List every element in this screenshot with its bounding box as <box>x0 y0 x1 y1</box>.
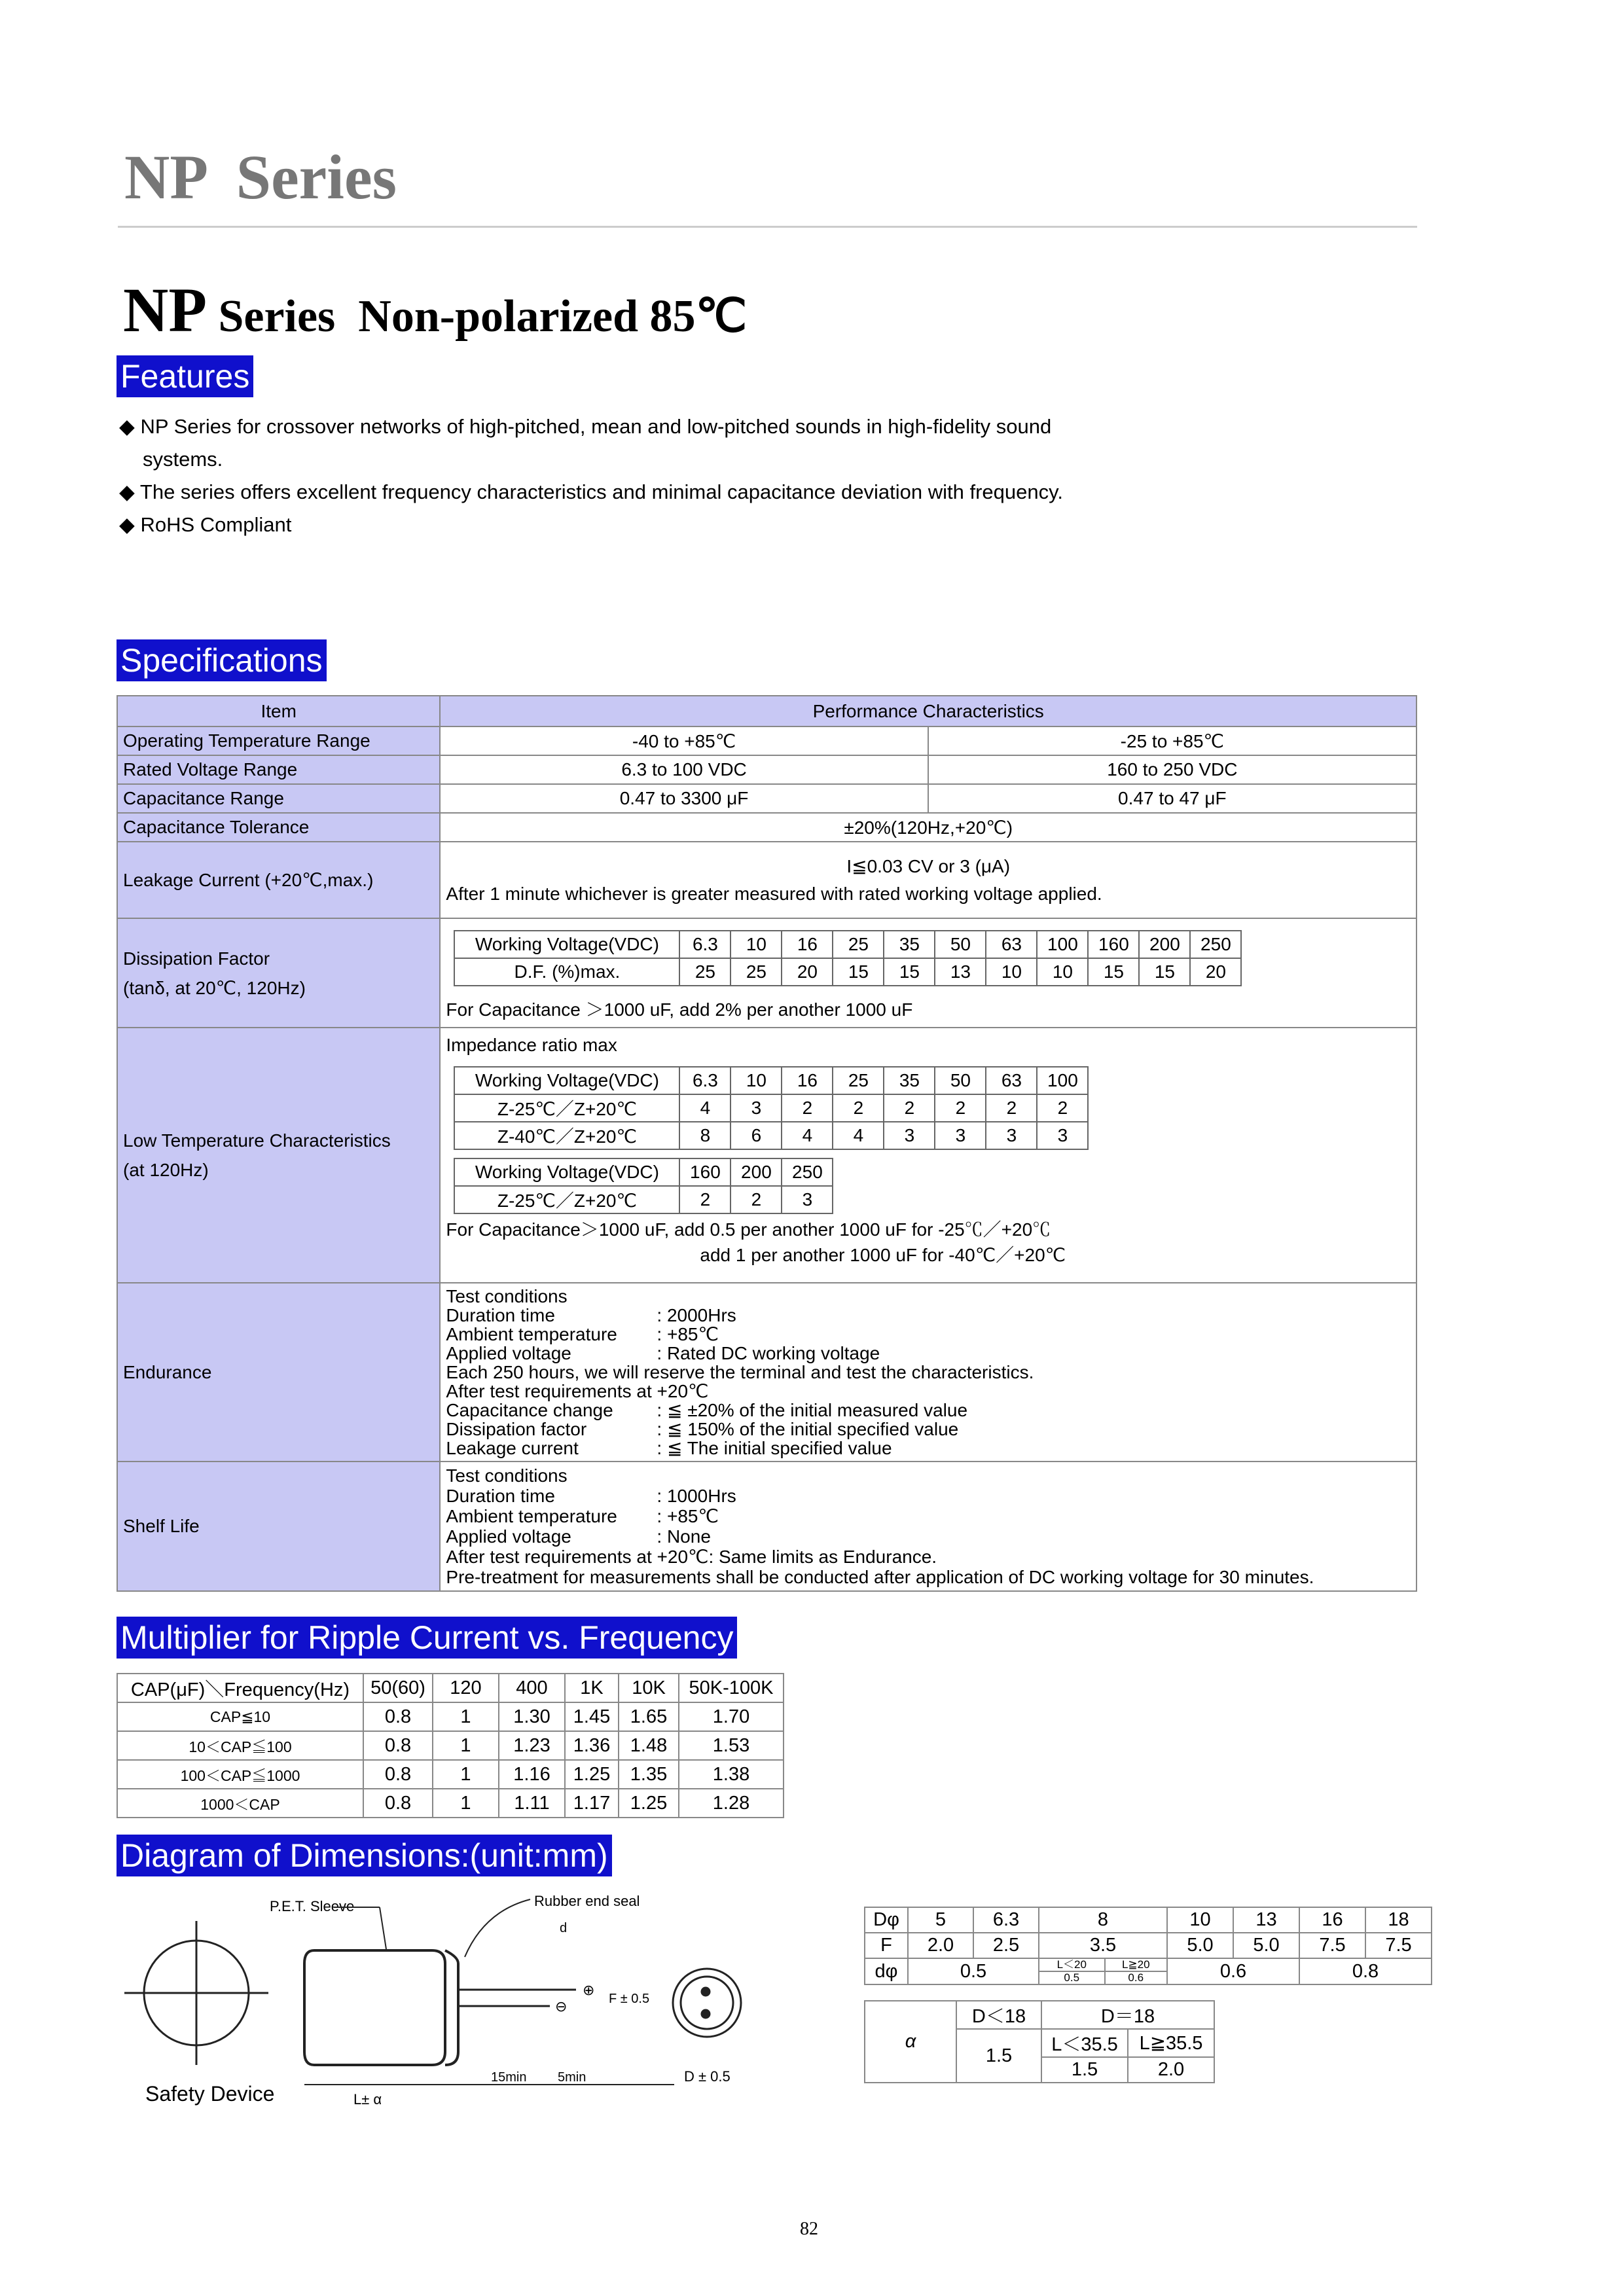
dims-d8-a: 0.5 <box>1039 1971 1105 1984</box>
df-val: 20 <box>782 958 833 986</box>
lowtemp-note-2: add 1 per another 1000 uF for -40℃／+20℃ <box>700 1245 1066 1265</box>
dims-F: 2.0 <box>908 1933 973 1958</box>
lt2-v: 250 <box>782 1158 833 1186</box>
df-val: 15 <box>1088 958 1139 986</box>
end-dissip-k: Dissipation factor <box>446 1419 587 1439</box>
ripple-cap: 10＜CAP≦100 <box>117 1731 363 1760</box>
lt-z25: 2 <box>884 1094 935 1122</box>
end-duration-k: Duration time <box>446 1305 555 1325</box>
title-rest: Series Non-polarized 85℃ <box>206 291 748 342</box>
pet-sleeve-pointer <box>380 1907 386 1949</box>
dims-F: 2.5 <box>973 1933 1039 1958</box>
lt2-z25-head: Z-25℃／Z+20℃ <box>454 1186 679 1213</box>
endurance-label: Endurance <box>117 1283 440 1462</box>
rated-v-label: Rated Voltage Range <box>117 755 440 784</box>
ripple-val: 1.65 <box>619 1702 679 1731</box>
dims-F: 7.5 <box>1299 1933 1365 1958</box>
dims-F: 5.0 <box>1167 1933 1233 1958</box>
lt-z25-head: Z-25℃／Z+20℃ <box>454 1094 679 1122</box>
end-ambient-k: Ambient temperature <box>446 1324 617 1344</box>
df-val: 15 <box>833 958 884 986</box>
leakage-value <box>440 842 1416 918</box>
lt2-v: 160 <box>679 1158 731 1186</box>
title-np: NP <box>123 275 207 345</box>
lt-z40: 3 <box>1037 1122 1088 1149</box>
feature-line-2 <box>119 476 1063 509</box>
lt-z40: 6 <box>731 1122 782 1149</box>
shelf-applied <box>446 1526 1411 1547</box>
dims-F: 7.5 <box>1365 1933 1432 1958</box>
df-val: 25 <box>731 958 782 986</box>
endurance-cell <box>440 1283 1416 1462</box>
df-v: 250 <box>1190 931 1241 958</box>
end-view-icon <box>673 1969 741 2037</box>
df-v: 160 <box>1088 931 1139 958</box>
lt-v: 6.3 <box>679 1067 731 1094</box>
lt-z40: 4 <box>782 1122 833 1149</box>
op-temp-label: Operating Temperature Range <box>117 726 440 755</box>
ripple-val: 1.28 <box>679 1789 784 1818</box>
end-after: After test requirements at +20℃ <box>446 1381 709 1401</box>
df-val: 20 <box>1190 958 1241 986</box>
df-val: 10 <box>986 958 1037 986</box>
feature-text: RoHS Compliant <box>140 513 292 536</box>
lt-z40: 4 <box>833 1122 884 1149</box>
end-capchg <box>446 1401 1411 1420</box>
lt-z40-head: Z-40℃／Z+20℃ <box>454 1122 679 1149</box>
safety-device-label: Safety Device <box>145 2082 275 2106</box>
ripple-val: 1.35 <box>619 1760 679 1789</box>
df-label-2: (tanδ, at 20℃, 120Hz) <box>123 977 306 998</box>
ripple-val: 1 <box>433 1702 499 1731</box>
end-applied <box>446 1344 1411 1363</box>
dims-D: 8 <box>1039 1907 1167 1933</box>
end-ambient <box>446 1325 1411 1344</box>
rated-v-a: 6.3 to 100 VDC <box>440 755 928 784</box>
df-v: 200 <box>1139 931 1190 958</box>
ripple-cap: 1000＜CAP <box>117 1789 363 1818</box>
ripple-freq: 120 <box>433 1674 499 1702</box>
ripple-heading: Multiplier for Ripple Current vs. Frequency <box>117 1617 737 1659</box>
ripple-freq: 10K <box>619 1674 679 1702</box>
lowtemp-label-1: Low Temperature Characteristics <box>123 1130 391 1151</box>
shelf-pre: Pre-treatment for measurements shall be conducted after application of DC working voltage for 30 minutes. <box>446 1567 1314 1587</box>
ripple-freq: 50K-100K <box>679 1674 784 1702</box>
lt-wv-head: Working Voltage(VDC) <box>454 1067 679 1094</box>
ripple-val: 1.25 <box>565 1760 619 1789</box>
rubber-seal-leader <box>465 1899 530 1957</box>
lt-z25: 2 <box>986 1094 1037 1122</box>
lt-z40: 3 <box>986 1122 1037 1149</box>
lt-v: 35 <box>884 1067 935 1094</box>
alpha-v1: 1.5 <box>1041 2057 1128 2083</box>
feature-text: The series offers excellent frequency characteristics and minimal capacitance deviation with frequency. <box>139 480 1063 503</box>
lt-z25: 2 <box>1037 1094 1088 1122</box>
rubber-seal-label: Rubber end seal <box>534 1893 640 1909</box>
alpha-lt18-value: 1.5 <box>956 2029 1041 2083</box>
alpha-lt18: D＜18 <box>956 2001 1041 2029</box>
end-capchg-k: Capacitance change <box>446 1400 613 1420</box>
ripple-val: 1.25 <box>619 1789 679 1818</box>
feature-text: NP Series for crossover networks of high-pitched, mean and low-pitched sounds in high-fidelity sound <box>140 415 1052 438</box>
lowtemp-table-1 <box>454 1066 1089 1150</box>
df-v: 16 <box>782 931 833 958</box>
dims-D: 5 <box>908 1907 973 1933</box>
lowtemp-intro: Impedance ratio max <box>446 1035 617 1055</box>
df-cell <box>440 918 1416 1028</box>
df-val: 13 <box>935 958 986 986</box>
df-label <box>117 918 440 1028</box>
shelf-duration <box>446 1486 1411 1506</box>
dims-d-5-63: 0.5 <box>908 1958 1039 1984</box>
df-v: 100 <box>1037 931 1088 958</box>
lt-v: 25 <box>833 1067 884 1094</box>
end-leak-k: Leakage current <box>446 1438 579 1458</box>
series-header: NP Series <box>124 142 397 212</box>
dims-F: 5.0 <box>1233 1933 1299 1958</box>
dimensions-heading: Diagram of Dimensions:(unit:mm) <box>117 1835 612 1876</box>
shelf-duration-v: : 1000Hrs <box>657 1486 736 1506</box>
page-number: 82 <box>800 2219 818 2239</box>
dims-f-head: F <box>865 1933 908 1958</box>
df-v: 25 <box>833 931 884 958</box>
lt-v: 63 <box>986 1067 1037 1094</box>
lead-d-label: d <box>560 1921 568 1935</box>
df-val: 15 <box>1139 958 1190 986</box>
dims-D: 10 <box>1167 1907 1233 1933</box>
pet-sleeve-label: P.E.T. Sleeve <box>270 1898 355 1914</box>
bullet-icon: ◆ <box>119 415 135 438</box>
dims-dphi-head: Dφ <box>865 1907 908 1933</box>
lt2-z25: 3 <box>782 1186 833 1213</box>
cap-range-b: 0.47 to 47 μF <box>928 784 1416 813</box>
dims-D: 18 <box>1365 1907 1432 1933</box>
feature-line-3 <box>119 509 291 541</box>
f-label: F ± 0.5 <box>609 1992 650 2006</box>
d-label: D ± 0.5 <box>684 2068 731 2085</box>
dims-d-16-18: 0.8 <box>1299 1958 1432 1984</box>
lowtemp-cell <box>440 1028 1416 1283</box>
spec-head-perf: Performance Characteristics <box>440 696 1416 726</box>
rated-v-b: 160 to 250 VDC <box>928 755 1416 784</box>
ripple-val: 1 <box>433 1731 499 1760</box>
capacitor-diagram <box>118 1885 785 2121</box>
leakage-label: Leakage Current (+20℃,max.) <box>117 842 440 918</box>
lowtemp-label <box>117 1028 440 1283</box>
ripple-val: 1.23 <box>499 1731 565 1760</box>
ripple-cap: 100＜CAP≦1000 <box>117 1760 363 1789</box>
shelf-ambient-v: : +85℃ <box>657 1506 719 1526</box>
leakage-note: After 1 minute whichever is greater measured with rated working voltage applied. <box>446 883 1102 904</box>
dims-D: 16 <box>1299 1907 1365 1933</box>
lt-v: 10 <box>731 1067 782 1094</box>
lt2-z25: 2 <box>679 1186 731 1213</box>
alpha-eq18: D＝18 <box>1041 2001 1214 2029</box>
op-temp-a: -40 to +85℃ <box>440 726 928 755</box>
dims-table <box>864 1907 1432 1985</box>
end-dissip-v: : ≦ 150% of the initial specified value <box>657 1419 959 1439</box>
alpha-l-ge: L≧35.5 <box>1128 2029 1214 2057</box>
shelf-ambient <box>446 1506 1411 1526</box>
header-rule <box>118 226 1417 228</box>
capacitor-body-icon <box>304 1950 458 2065</box>
ripple-val: 1.38 <box>679 1760 784 1789</box>
df-label-1: Dissipation Factor <box>123 948 270 969</box>
cap-range-label: Capacitance Range <box>117 784 440 813</box>
shelf-applied-k: Applied voltage <box>446 1526 571 1547</box>
df-v: 10 <box>731 931 782 958</box>
dims-l-lt20: L＜20 <box>1039 1958 1105 1971</box>
op-temp-b: -25 to +85℃ <box>928 726 1416 755</box>
end-dissip <box>446 1420 1411 1439</box>
ripple-val: 1.11 <box>499 1789 565 1818</box>
end-duration-v: : 2000Hrs <box>657 1305 736 1325</box>
dims-d8-b: 0.6 <box>1105 1971 1168 1984</box>
cap-tol-value: ±20%(120Hz,+20℃) <box>440 813 1416 842</box>
ripple-freq: 50(60) <box>363 1674 433 1702</box>
lt-z25: 2 <box>935 1094 986 1122</box>
ripple-table <box>117 1673 784 1818</box>
ripple-val: 0.8 <box>363 1702 433 1731</box>
min5-label: 5min <box>558 2070 586 2085</box>
df-v: 63 <box>986 931 1037 958</box>
alpha-table <box>864 2000 1215 2083</box>
lt-z25: 2 <box>833 1094 884 1122</box>
df-v: 35 <box>884 931 935 958</box>
lt-z40: 3 <box>884 1122 935 1149</box>
spec-table <box>117 695 1417 1592</box>
ripple-val: 1.30 <box>499 1702 565 1731</box>
ripple-freq: 1K <box>565 1674 619 1702</box>
ripple-val: 0.8 <box>363 1789 433 1818</box>
features-heading: Features <box>117 355 253 397</box>
lowtemp-label-2: (at 120Hz) <box>123 1160 209 1180</box>
df-v: 50 <box>935 931 986 958</box>
lt-v: 100 <box>1037 1067 1088 1094</box>
df-val: 25 <box>679 958 731 986</box>
lt-z25: 2 <box>782 1094 833 1122</box>
lt-z25: 3 <box>731 1094 782 1122</box>
df-v: 6.3 <box>679 931 731 958</box>
dims-dsmall-head: dφ <box>865 1958 908 1984</box>
dims-d-10-13: 0.6 <box>1167 1958 1299 1984</box>
alpha-l-lt: L＜35.5 <box>1041 2029 1128 2057</box>
end-leak-v: : ≦ The initial specified value <box>657 1438 892 1458</box>
alpha-v2: 2.0 <box>1128 2057 1214 2083</box>
ripple-val: 1.48 <box>619 1731 679 1760</box>
bullet-icon: ◆ <box>119 513 135 536</box>
lt-v: 50 <box>935 1067 986 1094</box>
lt-z40: 8 <box>679 1122 731 1149</box>
end-each: Each 250 hours, we will reserve the terminal and test the characteristics. <box>446 1362 1034 1382</box>
lt2-wv-head: Working Voltage(VDC) <box>454 1158 679 1186</box>
end-duration <box>446 1306 1411 1325</box>
df-wv-head: Working Voltage(VDC) <box>454 931 679 958</box>
safety-device-icon <box>124 1921 268 2065</box>
shelf-label: Shelf Life <box>117 1462 440 1591</box>
end-applied-k: Applied voltage <box>446 1343 571 1363</box>
minus-label: ⊖ <box>555 1999 568 2015</box>
min15-label: 15min <box>491 2070 527 2085</box>
cap-range-a: 0.47 to 3300 μF <box>440 784 928 813</box>
ripple-val: 1.70 <box>679 1702 784 1731</box>
df-max-head: D.F. (%)max. <box>454 958 679 986</box>
lt-z40: 3 <box>935 1122 986 1149</box>
cap-tol-label: Capacitance Tolerance <box>117 813 440 842</box>
shelf-applied-v: : None <box>657 1526 711 1547</box>
df-val: 15 <box>884 958 935 986</box>
shelf-cell <box>440 1462 1416 1591</box>
ripple-cap: CAP≦10 <box>117 1702 363 1731</box>
feature-line-1b: systems. <box>143 448 223 471</box>
plus-label: ⊕ <box>583 1982 595 1999</box>
ripple-head: CAP(μF)＼Frequency(Hz) <box>117 1674 363 1702</box>
end-applied-v: : Rated DC working voltage <box>657 1343 880 1363</box>
shelf-after: After test requirements at +20℃: Same limits as Endurance. <box>446 1547 937 1567</box>
lt-v: 16 <box>782 1067 833 1094</box>
lowtemp-table-2 <box>454 1158 833 1214</box>
df-val: 10 <box>1037 958 1088 986</box>
lowtemp-note-1: For Capacitance＞1000 uF, add 0.5 per another 1000 uF for -25℃／+20℃ <box>446 1219 1051 1240</box>
ripple-val: 1.16 <box>499 1760 565 1789</box>
dims-D: 13 <box>1233 1907 1299 1933</box>
end-leak <box>446 1439 1411 1458</box>
ripple-val: 1.53 <box>679 1731 784 1760</box>
ripple-val: 1.17 <box>565 1789 619 1818</box>
feature-line-1 <box>119 410 1051 443</box>
ripple-val: 1 <box>433 1760 499 1789</box>
page-title <box>118 262 747 346</box>
ripple-val: 0.8 <box>363 1731 433 1760</box>
ripple-val: 1 <box>433 1789 499 1818</box>
df-table <box>454 930 1242 986</box>
bullet-icon: ◆ <box>119 480 135 503</box>
lt-z25: 4 <box>679 1094 731 1122</box>
ripple-freq: 400 <box>499 1674 565 1702</box>
lt2-z25: 2 <box>731 1186 782 1213</box>
dims-D: 6.3 <box>973 1907 1039 1933</box>
shelf-ambient-k: Ambient temperature <box>446 1506 617 1526</box>
alpha-head: α <box>865 2001 956 2083</box>
shelf-test-conditions: Test conditions <box>446 1465 568 1486</box>
dims-l-ge20: L≧20 <box>1105 1958 1168 1971</box>
l-alpha-label: L± α <box>353 2091 382 2108</box>
df-note: For Capacitance ＞1000 uF, add 2% per another 1000 uF <box>446 999 913 1020</box>
end-ambient-v: : +85℃ <box>657 1324 719 1344</box>
leakage-formula: I≦0.03 CV or 3 (μA) <box>846 855 1011 876</box>
specifications-heading: Specifications <box>117 639 327 681</box>
end-capchg-v: : ≦ ±20% of the initial measured value <box>657 1400 968 1420</box>
lt2-v: 200 <box>731 1158 782 1186</box>
end-test-conditions: Test conditions <box>446 1286 568 1306</box>
shelf-duration-k: Duration time <box>446 1486 555 1506</box>
ripple-val: 1.36 <box>565 1731 619 1760</box>
spec-head-item: Item <box>117 696 440 726</box>
ripple-val: 0.8 <box>363 1760 433 1789</box>
dims-F: 3.5 <box>1039 1933 1167 1958</box>
ripple-val: 1.45 <box>565 1702 619 1731</box>
